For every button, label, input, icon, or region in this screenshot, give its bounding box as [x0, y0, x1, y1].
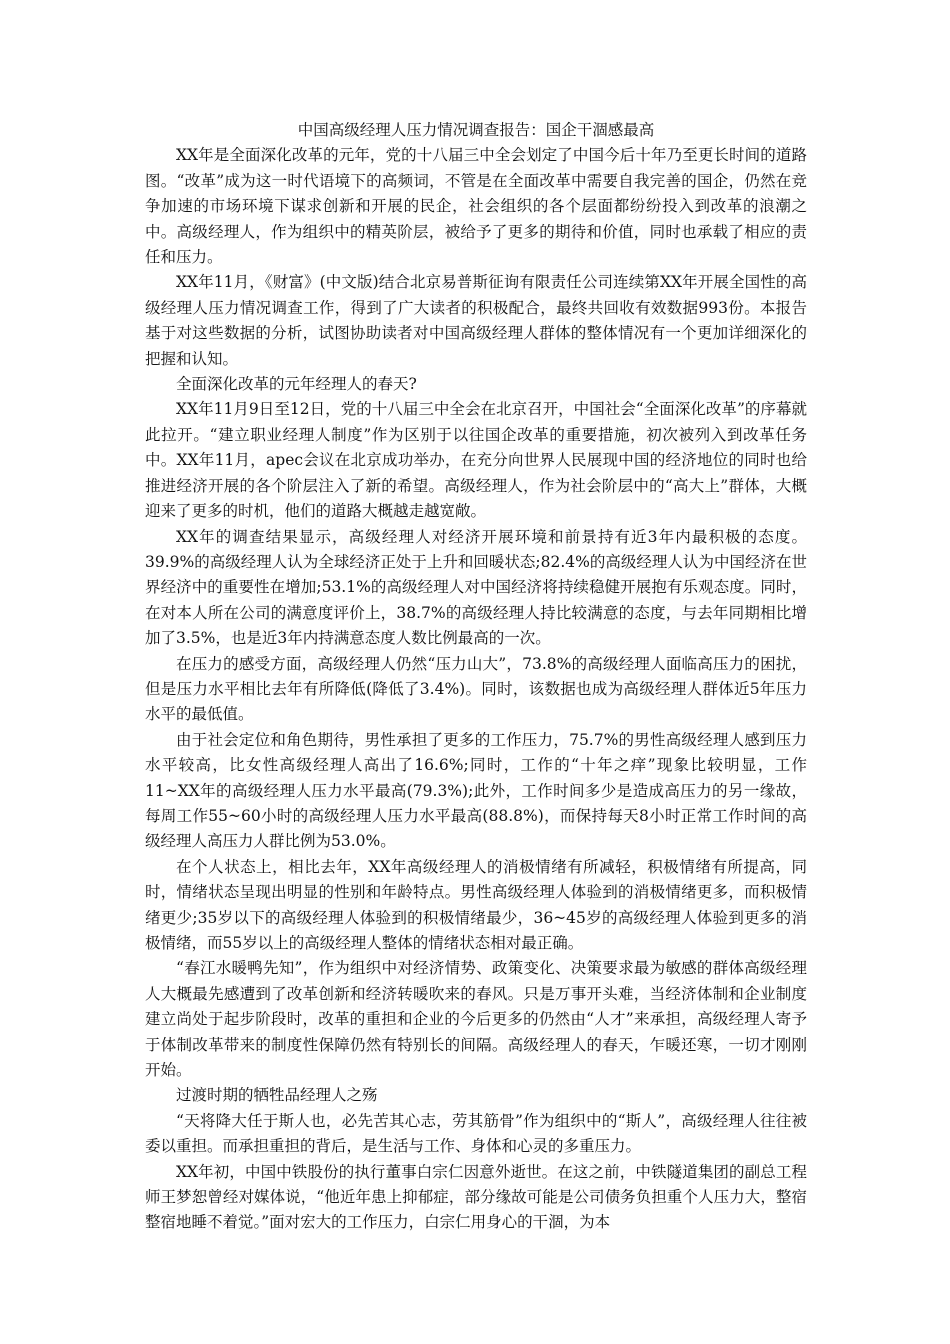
- paragraph: XX年初，中国中铁股份的执行董事白宗仁因意外逝世。在这之前，中铁隧道集团的副总工程师王梦恕曾经对媒体说，“他近年患上抑郁症，部分缘故可能是公司债务负担重个人压力大，整宿整宿地睡不着觉。”面对宏大的工作压力，白宗仁用身心的干涸，为本: [145, 1162, 807, 1232]
- paragraph: XX年的调查结果显示，高级经理人对经济开展环境和前景持有近3年内最积极的态度。39.9%的高级经理人认为全球经济正处于上升和回暖状态;82.4%的高级经理人认为中国经济在世界经济中的重要性在增加;53.1%的高级经理人对中国经济将持续稳健开展抱有乐观态度。同时，在对本人所在公司的满意度评价上，38.7%的高级经理人持比较满意的态度，与去年同期相比增加了3.5%，也是近3年内持满意态度人数比例最高的一次。: [145, 527, 807, 648]
- paragraph: 在压力的感受方面，高级经理人仍然“压力山大”，73.8%的高级经理人面临高压力的困扰，但是压力水平相比去年有所降低(降低了3.4%)。同时，该数据也成为高级经理人群体近5年压力水平的最低值。: [145, 654, 807, 724]
- paragraph: 在个人状态上，相比去年，XX年高级经理人的消极情绪有所减轻，积极情绪有所提高，同时，情绪状态呈现出明显的性别和年龄特点。男性高级经理人体验到的消极情绪更多，而积极情绪更少;35岁以下的高级经理人体验到的积极情绪最少，36~45岁的高级经理人体验到更多的消极情绪，而55岁以上的高级经理人整体的情绪状态相对最正确。: [145, 857, 807, 952]
- paragraph: “天将降大任于斯人也，必先苦其心志，劳其筋骨”作为组织中的“斯人”，高级经理人往往被委以重担。而承担重担的背后，是生活与工作、身体和心灵的多重压力。: [145, 1111, 807, 1156]
- section-heading: 全面深化改革的元年经理人的春天?: [176, 375, 417, 394]
- paragraph: 由于社会定位和角色期待，男性承担了更多的工作压力，75.7%的男性高级经理人感到压力水平较高，比女性高级经理人高出了16.6%;同时，工作的“十年之痒”现象比较明显，工作11~XX年的高级经理人压力水平最高(79.3%);此外，工作时间多少是造成高压力的另一缘故，每周工作55~60小时的高级经理人压力水平最高(88.8%)，而保持每天8小时正常工作时间的高级经理人高压力人群比例为53.0%。: [145, 730, 807, 851]
- document-title: 中国高级经理人压力情况调查报告：国企干涸感最高: [297, 121, 655, 139]
- paragraph: XX年11月，《财富》(中文版)结合北京易普斯征询有限责任公司连续第XX年开展全国性的高级经理人压力情况调查工作，得到了广大读者的积极配合，最终共回收有效数据993份。本报告基于对这些数据的分析，试图协助读者对中国高级经理人群体的整体情况有一个更加详细深化的把握和认知。: [145, 273, 807, 368]
- paragraph: XX年11月9日至12日，党的十八届三中全会在北京召开，中国社会“全面深化改革”的序幕就此拉开。“建立职业经理人制度”作为区别于以往国企改革的重要措施，初次被列入到改革任务中。XX年11月，apec会议在北京成功举办，在充分向世界人民展现中国的经济地位的同时也给推进经济开展的各个阶层注入了新的希望。高级经理人，作为社会阶层中的“高大上”群体，大概迎来了更多的时机，他们的道路大概越走越宽敞。: [145, 400, 807, 521]
- document-page: [145, 118, 807, 1236]
- paragraph: “春江水暖鸭先知”，作为组织中对经济情势、政策变化、决策要求最为敏感的群体高级经理人大概最先感遭到了改革创新和经济转暖吹来的春风。只是万事开头难，当经济体制和企业制度建立尚处于起步阶段时，改革的重担和企业的今后更多的仍然由“人才”来承担，高级经理人寄予于体制改革带来的制度性保障仍然有特别长的间隔。高级经理人的春天，乍暖还寒，一切才刚刚开始。: [145, 959, 807, 1080]
- section-heading: 过渡时期的牺牲品经理人之殇: [176, 1086, 378, 1105]
- paragraph: XX年是全面深化改革的元年，党的十八届三中全会划定了中国今后十年乃至更长时间的道路图。“改革”成为这一时代语境下的高频词，不管是在全面改革中需要自我完善的国企，仍然在竞争加速的市场环境下谋求创新和开展的民企，社会组织的各个层面都纷纷投入到改革的浪潮之中。高级经理人，作为组织中的精英阶层，被给予了更多的期待和价值，同时也承载了相应的责任和压力。: [145, 146, 807, 267]
